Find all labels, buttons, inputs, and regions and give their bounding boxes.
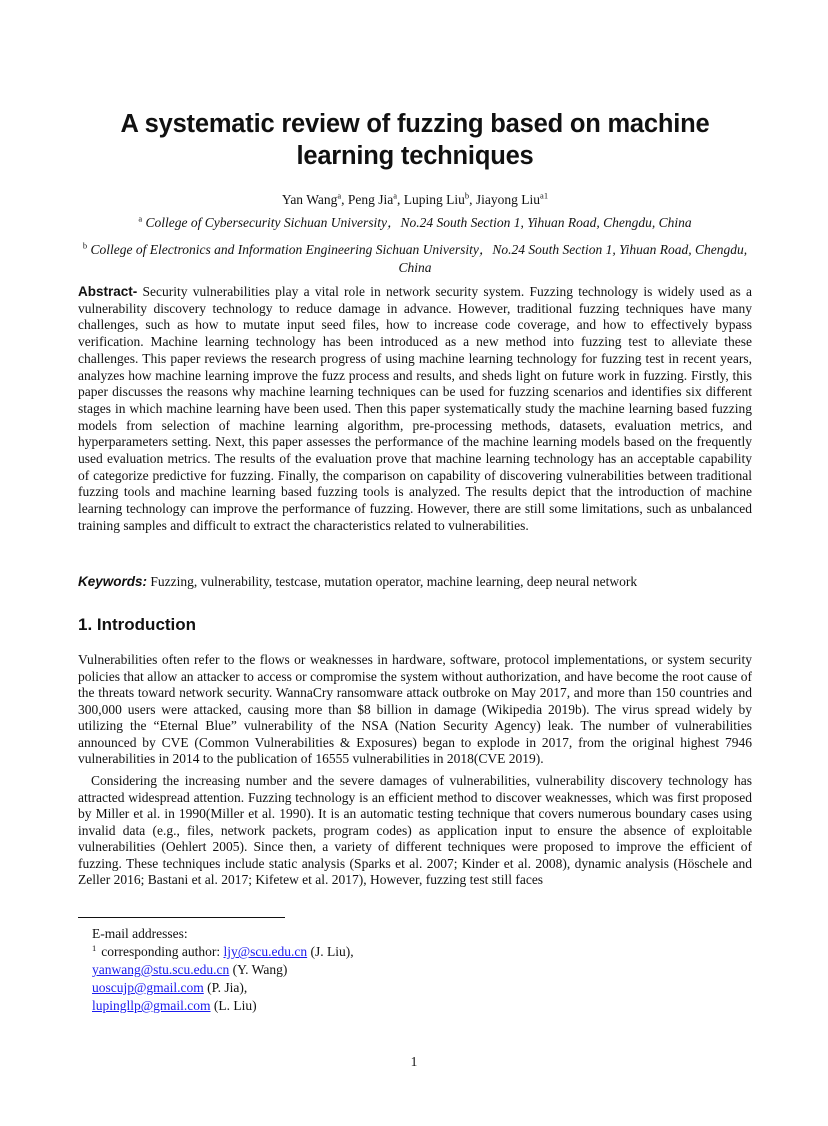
affiliation-b: $^b$ College of Electronics and Information Engineering Sichuan University，No.24 South Section 1, Yihuan Road, Chengdu, China [82, 240, 748, 275]
abstract [78, 284, 752, 535]
keywords-text: Fuzzing, vulnerability, testcase, mutation operator, machine learning, deep neural network [150, 574, 638, 589]
author: Luping Liu$^b$, [403, 190, 476, 207]
abstract-label: Abstract- [78, 284, 138, 299]
email-link[interactable]: lupingllp@gmail.com [92, 998, 211, 1013]
body-paragraph: Vulnerabilities often refer to the flows or weaknesses in hardware, software, protocol implementations, or system security policies that allow an attacker to access or compromise the system without authorization, and have become the root cause of the threats toward network security. WannaCry ransomware attack outbroke on May 2017, and more than 150 countries and 300,000 users were attacked, causing more than $8 billion in damage (Wikipedia 2019b). The virus spread widely by utilizing the “Eternal Blue” vulnerability of the NSA (Nation Security Agency) leak. The number of vulnerabilities announced by CVE (Common Vulnerabilities & Exposures) began to explode in 2017, from the original highest 7946 vulnerabilities in 2014 to the publication of 16555 vulnerabilities in 2018(CVE 2019). [78, 652, 752, 766]
author-list [78, 191, 752, 209]
paper-title: A systematic review of fuzzing based on machine learning techniques [120, 110, 710, 170]
footnote-entry: yanwang@stu.scu.edu.cn (Y. Wang) [92, 962, 288, 977]
page-number: 1 [410, 1054, 418, 1069]
footnote-entry: lupingllp@gmail.com (L. Liu) [92, 998, 257, 1013]
email-link[interactable]: uoscujp@gmail.com [92, 980, 204, 995]
author: Jiayong Liu$^{a1}$ [475, 190, 549, 207]
affiliation-a: $^a$ College of Cybersecurity Sichuan University，No.24 South Section 1, Yihuan Road, Chengdu, China [138, 213, 692, 230]
author: Peng Jia$^a$, [347, 190, 404, 207]
footnote-entry: uoscujp@gmail.com (P. Jia), [92, 980, 248, 995]
email-link[interactable]: ljy@scu.edu.cn [223, 944, 308, 959]
abstract-text: Security vulnerabilities play a vital role in network security system. Fuzzing technology is widely used as a vulnerability discovery technology to reduce damage in advance. However, traditional fuzzing techniques have many challenges, such as how to mutate input seed files, how to increase code coverage, and how to effectively bypass verification. Machine learning technology has been introduced as a new method into fuzzing test to alleviate these challenges. This paper reviews the research progress of using machine learning technology for fuzzing test in recent years, analyzes how machine learning improve the fuzz process and results, and sheds light on future work in fuzzing. Firstly, this paper discusses the reasons why machine learning techniques can be used for fuzzing scenarios and identifies six different stages in which machine learning have been used. Then this paper systematically study the machine learning based fuzzing models from selection of machine learning algorithm, pre-processing methods, datasets, evaluation metrics, and hyperparameters setting. Next, this paper assesses the performance of the machine learning models based on the frequently used evaluation metrics. The results of the evaluation prove that machine learning technology has an acceptable capability of categorize predictive for fuzzing. Finally, the comparison on capability of discovering vulnerabilities between traditional fuzzing tools and machine learning based fuzzing tools is analyzed. The results depict that the introduction of machine learning technology can improve the performance of fuzzing. However, there are still some limitations, such as unbalanced training samples and difficult to extract the characteristics related to vulnerabilities. [78, 284, 753, 533]
keywords-label: Keywords: [78, 574, 148, 589]
author: Yan Wang$^a$, [281, 190, 348, 207]
footnotes [92, 925, 354, 1015]
footnote-corresponding: $^1$ corresponding author: ljy@scu.edu.cn (J. Liu), [92, 942, 354, 959]
footnote-heading: E-mail addresses: [92, 926, 188, 941]
email-link[interactable]: yanwang@stu.scu.edu.cn [92, 962, 230, 977]
section-heading-introduction: 1. Introduction [78, 615, 197, 634]
body-paragraph: Considering the increasing number and the severe damages of vulnerabilities, vulnerability discovery technology has attracted widespread attention. Fuzzing technology is an efficient method to discover weaknesses, which was first proposed by Miller et al. in 1990(Miller et al. 1990). It is an automatic testing technique that covers numerous boundary cases using invalid data (e.g., files, network packets, program codes) as application input to ensure the absence of exploitable vulnerabilities (Oehlert 2005). Since then, a variety of different techniques were proposed to improve the efficient of fuzzing. These techniques include static analysis (Sparks et al. 2007; Kinder et al. 2008), dynamic analysis (Höschele and Zeller 2016; Bastani et al. 2017; Kifetew et al. 2017), However, fuzzing test still faces [78, 773, 752, 887]
keywords [78, 573, 752, 590]
footnote-divider [78, 917, 285, 918]
